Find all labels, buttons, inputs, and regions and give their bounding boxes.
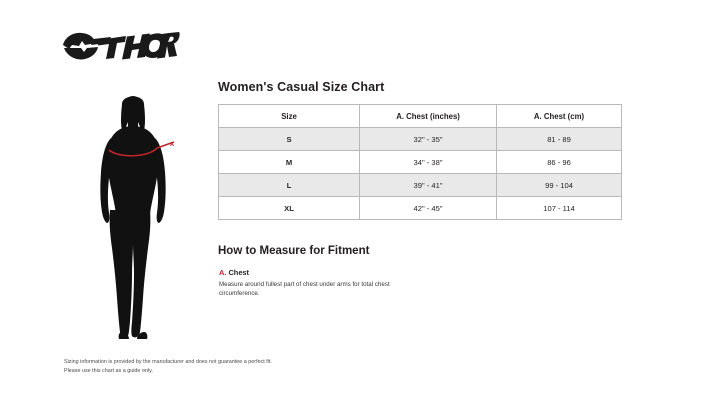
- cell-size: XL: [219, 197, 360, 220]
- cell-chest-inches: 34" - 38": [360, 151, 497, 174]
- womens-body-silhouette-icon: [78, 92, 188, 342]
- cell-chest-cm: 81 - 89: [497, 128, 622, 151]
- table-row: [219, 197, 622, 220]
- column-header-chest-cm: A. Chest (cm): [497, 105, 622, 128]
- cell-chest-cm: 99 - 104: [497, 174, 622, 197]
- cell-chest-cm: 86 - 96: [497, 151, 622, 174]
- cell-chest-inches: 42" - 45": [360, 197, 497, 220]
- measure-marker: A.: [219, 268, 227, 277]
- thor-helmet-logo-icon: [62, 30, 180, 64]
- cell-chest-inches: 39" - 41": [360, 174, 497, 197]
- measure-name: Chest: [228, 268, 250, 277]
- table-row: [219, 174, 622, 197]
- column-header-chest-inches: A. Chest (inches): [360, 105, 497, 128]
- how-to-measure-title: How to Measure for Fitment: [218, 245, 370, 257]
- footnote-line-1: Sizing information is provided by the manufacturer and does not guarantee a perfect fit.: [64, 359, 272, 365]
- size-chart-table-wrap: [218, 104, 622, 220]
- page-title: Women's Casual Size Chart: [218, 80, 385, 94]
- footnote-line-2: Please use this chart as a guide only.: [64, 368, 153, 375]
- cell-chest-inches: 32" - 35": [360, 128, 497, 151]
- cell-size: L: [219, 174, 360, 197]
- measure-description: Measure around fullest part of chest under arms for total chest circumference.: [219, 281, 390, 298]
- table-header-row: [219, 105, 622, 128]
- measure-item-label: [219, 268, 249, 277]
- cell-size: M: [219, 151, 360, 174]
- table-row: [219, 151, 622, 174]
- chest-callout-letter: A: [170, 142, 175, 148]
- table-row: [219, 128, 622, 151]
- cell-size: S: [219, 128, 360, 151]
- size-chart-table: [218, 104, 622, 220]
- column-header-size: Size: [219, 105, 360, 128]
- footnote: [64, 358, 394, 377]
- cell-chest-cm: 107 - 114: [497, 197, 622, 220]
